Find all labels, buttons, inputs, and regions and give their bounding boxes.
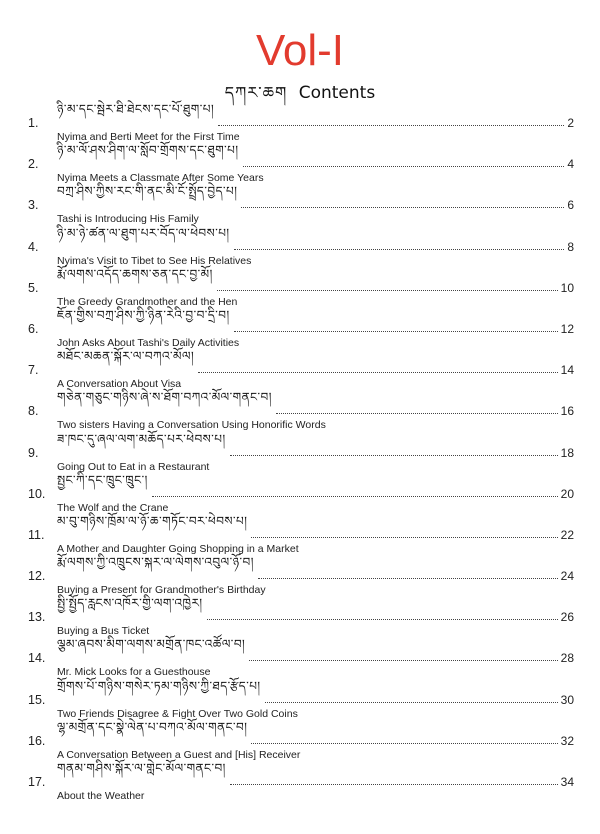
- volume-title: Vol-I: [255, 26, 345, 75]
- contents-heading-english: Contents: [298, 83, 376, 103]
- entry-tibetan-line: [57, 555, 574, 584]
- entry-tibetan-line: [57, 637, 574, 666]
- entry-tibetan-line: [57, 225, 574, 254]
- entry-tibetan-title: མཐོང་མཆན་སྐོར་ལ་བཀའ་མོལ།: [57, 349, 195, 364]
- dot-leader: [230, 784, 558, 785]
- entry-tibetan-line: [57, 719, 574, 748]
- entry-number: 14.: [28, 651, 46, 666]
- entry-english-title: A Conversation Between a Guest and [His] Receiver: [57, 748, 301, 761]
- entry-tibetan-line: [57, 307, 574, 336]
- entry-number: 1.: [28, 116, 39, 130]
- entry-page-number: 16: [560, 404, 574, 419]
- dot-leader: [258, 578, 558, 579]
- entry-english-title: The Greedy Grandmother and the Hen: [57, 295, 238, 308]
- entry-tibetan-line: [57, 390, 574, 419]
- entry-tibetan-title: ཉི་མ་ཉེ་ཚན་ལ་ཐུག་པར་བོད་ལ་ཕེབས་པ།: [57, 225, 230, 240]
- entry-tibetan-line: [57, 349, 574, 378]
- entry-number: 12.: [28, 569, 46, 584]
- dot-leader: [251, 537, 557, 538]
- dot-leader: [234, 249, 565, 250]
- entry-number: 8.: [28, 404, 39, 419]
- entry-page-number: 2: [567, 116, 574, 130]
- entry-page-number: 10: [560, 280, 574, 295]
- entry-page-number: 24: [560, 569, 574, 584]
- entry-english-title: Buying a Present for Grandmother's Birthday: [57, 584, 266, 597]
- entry-number: 2.: [28, 157, 39, 172]
- entry-tibetan-line: [57, 431, 574, 460]
- entry-number: 13.: [28, 610, 46, 625]
- entry-tibetan-title: ཉི་མ་དང་སྦེར་ཐི་ཐེངས་དང་པོ་ཐུག་པ།: [57, 102, 215, 116]
- entry-number: 4.: [28, 239, 39, 254]
- entry-english-title: Nyima's Visit to Tibet to See His Relatives: [57, 254, 252, 267]
- entry-tibetan-title: རྨོ་ལགས་འདོད་ཆགས་ཅན་དང་བྱ་མོ།: [57, 266, 213, 281]
- entry-english-title: A Mother and Daughter Going Shopping in a Market: [57, 542, 299, 555]
- contents-heading-tibetan: དཀར་ཆག: [224, 83, 288, 102]
- entry-page-number: 12: [560, 321, 574, 336]
- entry-number: 3.: [28, 198, 39, 213]
- dot-leader: [230, 455, 558, 456]
- dot-leader: [243, 166, 565, 167]
- entry-tibetan-title: ལྕམ་ཞབས་མིག་ལགས་མགྲོན་ཁང་འཚོལ་བ།: [57, 637, 246, 652]
- entry-tibetan-line: [57, 761, 574, 789]
- entry-page-number: 22: [560, 527, 574, 542]
- entry-english-title: John Asks About Tashi's Daily Activities: [57, 336, 240, 349]
- entry-number: 7.: [28, 363, 39, 378]
- entry-tibetan-title: སྤྱི་སྤྱོད་རླངས་འཁོར་གྱི་ལག་འཁྱེར།: [57, 596, 203, 611]
- toc-list: [0, 102, 600, 810]
- entry-english-title: Mr. Mick Looks for a Guesthouse: [57, 666, 211, 679]
- entry-tibetan-title: གྲོགས་པོ་གཉིས་གསེར་ཏམ་གཉིས་ཀྱི་ཐད་རྩོད་པ།: [57, 678, 261, 693]
- entry-number: 11.: [28, 527, 45, 542]
- entry-page-number: 28: [560, 651, 574, 666]
- entry-page-number: 32: [560, 733, 574, 748]
- entry-tibetan-line: [57, 266, 574, 295]
- entry-number: 10.: [28, 486, 46, 501]
- entry-tibetan-title: གཅེན་གཅུང་གཉིས་ཞེ་ས་ཐོག་བཀའ་མོལ་གནང་བ།: [57, 390, 272, 405]
- entry-english-title: A Conversation About Visa: [57, 378, 182, 391]
- dot-leader: [276, 413, 558, 414]
- entry-english-title: Two Friends Disagree & Fight Over Two Gold Coins: [57, 707, 298, 720]
- entry-number: 5.: [28, 280, 39, 295]
- dot-leader: [198, 372, 558, 373]
- entry-tibetan-title: ལྷ་མགྲོན་དང་སྣེ་ལེན་པ་བཀའ་མོལ་གནང་བ།: [57, 719, 248, 734]
- entry-english-title: Nyima Meets a Classmate After Some Years: [57, 172, 264, 185]
- dot-leader: [207, 619, 558, 620]
- entry-page-number: 14: [560, 363, 574, 378]
- entry-english-title: About the Weather: [57, 790, 145, 802]
- dot-leader: [152, 496, 558, 497]
- entry-number: 15.: [28, 692, 46, 707]
- entry-tibetan-line: [57, 143, 574, 172]
- dot-leader: [251, 743, 557, 744]
- entry-page-number: 4: [567, 157, 574, 172]
- entry-page-number: 20: [560, 486, 574, 501]
- dot-leader: [217, 290, 558, 291]
- entry-english-title: Two sisters Having a Conversation Using Honorific Words: [57, 419, 326, 432]
- dot-leader: [218, 125, 564, 126]
- entry-english-title: The Wolf and the Crane: [57, 501, 169, 514]
- entry-number: 6.: [28, 321, 39, 336]
- entry-tibetan-title: རྨོ་ལགས་ཀྱི་འཁྲུངས་སྐར་ལ་ལེགས་འབུལ་ཉོ་བ།: [57, 555, 254, 570]
- entry-tibetan-line: [57, 678, 574, 707]
- dot-leader: [234, 331, 558, 332]
- entry-english-title: Nyima and Berti Meet for the First Time: [57, 131, 240, 143]
- entry-tibetan-title: བཀྲ་ཤིས་ཀྱིས་རང་གི་ནང་མི་ངོ་སྤྲོད་བྱེད་པ།: [57, 184, 238, 199]
- entry-page-number: 30: [560, 692, 574, 707]
- entry-tibetan-line: [57, 472, 574, 501]
- entry-tibetan-title: མ་བུ་གཉིས་ཁྲོམ་ལ་ཉོ་ཆ་གཏོང་བར་ཕེབས་པ།: [57, 513, 248, 528]
- entry-tibetan-title: ཇོན་གྱིས་བཀྲ་ཤིས་ཀྱི་ཉིན་རེའི་བྱ་བ་དྲི་བ།: [57, 307, 230, 322]
- entry-english-title: Going Out to Eat in a Restaurant: [57, 460, 210, 473]
- entry-tibetan-title: གནམ་གཤིས་སྐོར་ལ་གླེང་མོལ་གནང་བ།: [57, 761, 226, 775]
- dot-leader: [265, 702, 558, 703]
- entry-english-title: Tashi is Introducing His Family: [57, 213, 199, 226]
- entry-tibetan-title: སྤྱང་ཀི་དང་ཁྲུང་ཁྲུང་།: [57, 472, 148, 487]
- entry-number: 9.: [28, 445, 39, 460]
- entry-page-number: 26: [560, 610, 574, 625]
- entry-tibetan-line: [57, 596, 574, 625]
- entry-page-number: 6: [567, 198, 574, 213]
- entry-tibetan-line: [57, 513, 574, 542]
- dot-leader: [241, 207, 564, 208]
- entry-tibetan-title: ཉི་མ་ལོ་ཤས་ཤིག་ལ་སློབ་གྲོགས་དང་ཐུག་པ།: [57, 143, 239, 158]
- entry-number: 16.: [28, 733, 46, 748]
- entry-number: 17.: [28, 775, 46, 789]
- entry-tibetan-line: [57, 102, 574, 130]
- entry-page-number: 34: [560, 775, 574, 789]
- entry-english-title: Buying a Bus Ticket: [57, 625, 150, 638]
- entry-page-number: 18: [560, 445, 574, 460]
- entry-tibetan-title: ཟ་ཁང་དུ་ཞལ་ལག་མཆོད་པར་ཕེབས་པ།: [57, 431, 226, 446]
- entry-page-number: 8: [567, 239, 574, 254]
- dot-leader: [249, 660, 557, 661]
- entry-tibetan-line: [57, 184, 574, 213]
- toc-entry[interactable]: [0, 761, 600, 810]
